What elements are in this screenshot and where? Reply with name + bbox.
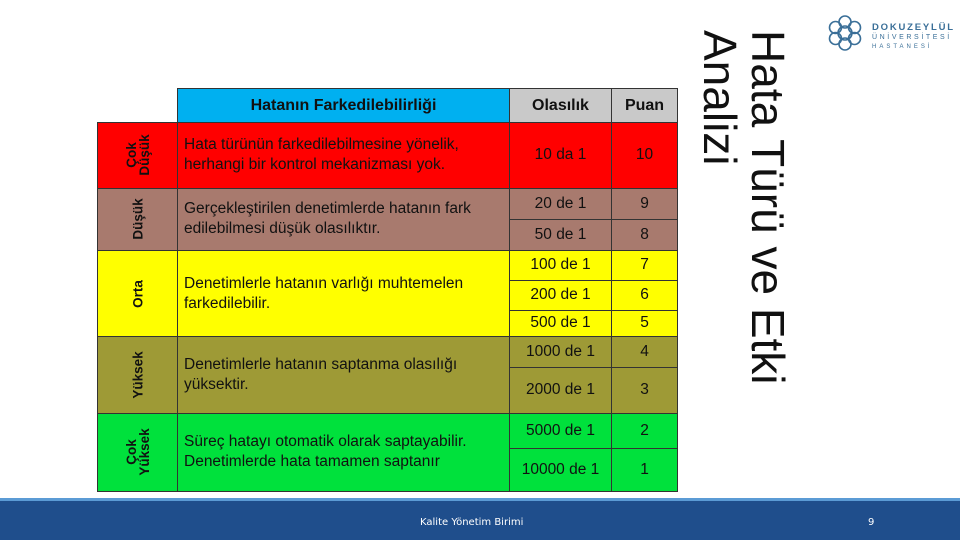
slide-title-line1: Hata Türü ve Etki bbox=[742, 30, 794, 385]
score-cell: 1 bbox=[612, 448, 678, 491]
level-label-low: Düşük bbox=[98, 188, 178, 250]
hospital-logo bbox=[822, 12, 955, 54]
probability-cell: 100 de 1 bbox=[510, 250, 612, 280]
score-cell: 7 bbox=[612, 250, 678, 280]
page-number: 9 bbox=[868, 517, 875, 528]
table-row-very-high bbox=[98, 413, 678, 448]
probability-cell: 10 da 1 bbox=[510, 123, 612, 189]
score-cell: 10 bbox=[612, 123, 678, 189]
header-probability: Olasılık bbox=[510, 89, 612, 123]
header-detectability: Hatanın Farkedilebilirliği bbox=[178, 89, 510, 123]
score-cell: 2 bbox=[612, 413, 678, 448]
rosette-logo-icon bbox=[822, 12, 868, 54]
score-cell: 3 bbox=[612, 368, 678, 413]
row-description: Süreç hatayı otomatik olarak saptayabilir. Denetimlerde hata tamamen saptanır bbox=[178, 413, 510, 491]
table-row-medium bbox=[98, 250, 678, 280]
level-label-medium: Orta bbox=[98, 250, 178, 337]
row-description: Denetimlerle hatanın varlığı muhtemelen farkedilebilir. bbox=[178, 250, 510, 337]
probability-cell: 5000 de 1 bbox=[510, 413, 612, 448]
probability-cell: 2000 de 1 bbox=[510, 368, 612, 413]
level-label-high: Yüksek bbox=[98, 337, 178, 413]
probability-cell: 20 de 1 bbox=[510, 188, 612, 219]
table-header-row bbox=[98, 89, 678, 123]
logo-text-university: ÜNİVERSİTESİ bbox=[872, 34, 952, 41]
probability-cell: 1000 de 1 bbox=[510, 337, 612, 368]
logo-text-hospital: HASTANESİ bbox=[872, 44, 933, 50]
level-label-very-high: Çok Yüksek bbox=[98, 413, 178, 491]
row-description: Gerçekleştirilen denetimlerde hatanın fark edilebilmesi düşük olasılıktır. bbox=[178, 188, 510, 250]
level-label-very-low: Çok Düşük bbox=[98, 123, 178, 189]
table-row-high bbox=[98, 337, 678, 368]
score-cell: 8 bbox=[612, 219, 678, 250]
probability-cell: 500 de 1 bbox=[510, 310, 612, 337]
table-row-very-low bbox=[98, 123, 678, 189]
table-row-low bbox=[98, 188, 678, 219]
logo-text-name: DOKUZEYLÜL bbox=[872, 22, 955, 33]
score-cell: 6 bbox=[612, 280, 678, 310]
detectability-table bbox=[97, 88, 678, 492]
slide-title-line2: Analizi bbox=[694, 30, 746, 166]
score-cell: 9 bbox=[612, 188, 678, 219]
slide-title bbox=[692, 30, 796, 400]
header-score: Puan bbox=[612, 89, 678, 123]
probability-cell: 10000 de 1 bbox=[510, 448, 612, 491]
footer-accent-line bbox=[0, 498, 960, 501]
score-cell: 5 bbox=[612, 310, 678, 337]
probability-cell: 50 de 1 bbox=[510, 219, 612, 250]
row-description: Hata türünün farkedilebilmesine yönelik, herhangi bir kontrol mekanizması yok. bbox=[178, 123, 510, 189]
probability-cell: 200 de 1 bbox=[510, 280, 612, 310]
row-description: Denetimlerle hatanın saptanma olasılığı yüksektir. bbox=[178, 337, 510, 413]
header-blank bbox=[98, 89, 178, 123]
score-cell: 4 bbox=[612, 337, 678, 368]
footer-text: Kalite Yönetim Birimi bbox=[420, 517, 524, 528]
